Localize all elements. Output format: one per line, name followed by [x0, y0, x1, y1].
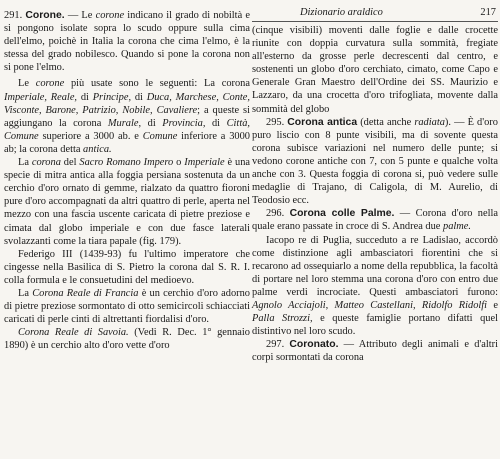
- header-rule: [252, 21, 498, 22]
- entry-number: 295.: [266, 116, 285, 128]
- entry-term: Corona antica: [287, 116, 358, 128]
- paragraph-corona-francia: La Corona Reale di Francia è un cerchio d'oro adorno di pietre preziose sormontato di otto semicircoli schiacciati caricati di perle cinti di altrettanti fiordalisi d'oro.: [4, 287, 250, 326]
- running-title: Dizionario araldico: [300, 7, 383, 18]
- entry-number: 297.: [266, 339, 285, 351]
- entry-297: 297. Coronato. — Attributo degli animali e d'altri corpi sormontati da corona: [252, 339, 498, 364]
- continuation-paragraph: (cinque visibili) moventi dalle foglie e dalle crocette riunite con doppia curvatura sulla sommità, fregiate all'esterno da grosse perle decrescenti dal centro, e sostenenti un globo d'oro cerchiato, cimato, come Capo e Generale Gran Maestro dell'Ordine dei SS. Maurizio e Lazzaro, da una crocetta d'oro trifogliata, movente dalla sommità del globo: [252, 25, 498, 115]
- paragraph-iacopo: Iacopo re di Puglia, succeduto a re Ladislao, accordò come distinzione agli ambasciatori fiorentini che si recarono ad ossequiarlo a nome della repubblica, la facoltà di portare nel loro stemma una corona d'oro con entro due palme verdi incrociate. Questi ambasciatori furono: Agnolo Acciajoli, Matteo Castellani, Ridolfo Ridolfi e Palla Strozzi, e queste famiglie portano difatti quel distintivo nel loro scudo.: [252, 234, 498, 338]
- entry-number: 296.: [266, 208, 285, 220]
- entry-295: 295. Corona antica (detta anche radiata). — È d'oro puro liscio con 8 punte visibili, ma di sovente questa corona subisce variazioni nel numero delle punte; si vedono corone antiche con 7, con 5 punte e qualche volta anche con 3. Questa foggia di corona si, può vedere sulle medaglie di Trajano, di Caligola, di M. Aurelio, di Teodosio ecc.: [252, 116, 498, 207]
- entry-term: Coronato.: [289, 339, 339, 351]
- right-column: [252, 6, 498, 364]
- paragraph-sacro-romano-impero: La corona del Sacro Romano Impero o Imperiale è una specie di mitra antica alla foggia persiana sostenuta da un cerchio d'oro ornato di gemme, rialzato da quattro fioroni pure d'oro accompagnati da altri quattro di perle, aperta nel mezzo con una fascia uscente caricata di pietre preziose e cimata dal globo imperiale e con due fasce laterali svolazzanti come la tiara papale (fig. 179).: [4, 157, 251, 247]
- paragraph-federigo: Federigo III (1439-93) fu l'ultimo imperatore che cingesse nella Basilica di S. Pietro la corona dal S. R. I. colla formula e le consuetudini del medioevo.: [4, 248, 250, 286]
- entry-term: Corona colle Palme.: [289, 208, 395, 220]
- left-column: [4, 6, 250, 352]
- page-number: 217: [480, 7, 496, 18]
- entry-291: 291. Corone. — Le corone indicano il grado di nobiltà e si pongono isolate sopra lo scudo oppure sulla cima dell'elmo, poichè in Italia la corona che cima l'elmo, è la stessa del grado nobilesco. Quando si pone la corona non si pone l'elmo.: [4, 10, 250, 74]
- entry-term: Corone.: [25, 10, 65, 21]
- entry-296: 296. Corona colle Palme. — Corona d'oro nella quale erano passate in croce di S. Andrea due palme.: [252, 208, 498, 233]
- page-header: [252, 6, 498, 20]
- entry-number: 291.: [4, 10, 23, 21]
- paragraph-corona-savoia: Corona Reale di Savoia. (Vedi R. Dec. 1° gennaio 1890) è un cerchio alto d'oro vette d'oro: [4, 327, 250, 352]
- paragraph-corone-list: Le corone più usate sono le seguenti: La corona Imperiale, Reale, di Principe, di Duca, Marchese, Conte, Visconte, Barone, Patrizio, Nobile, Cavaliere; a queste si aggiungano la corona Murale, di Provincia, di Città, Comune superiore a 3000 ab. e Comune inferiore a 3000 ab; la corona detta antica.: [4, 78, 251, 155]
